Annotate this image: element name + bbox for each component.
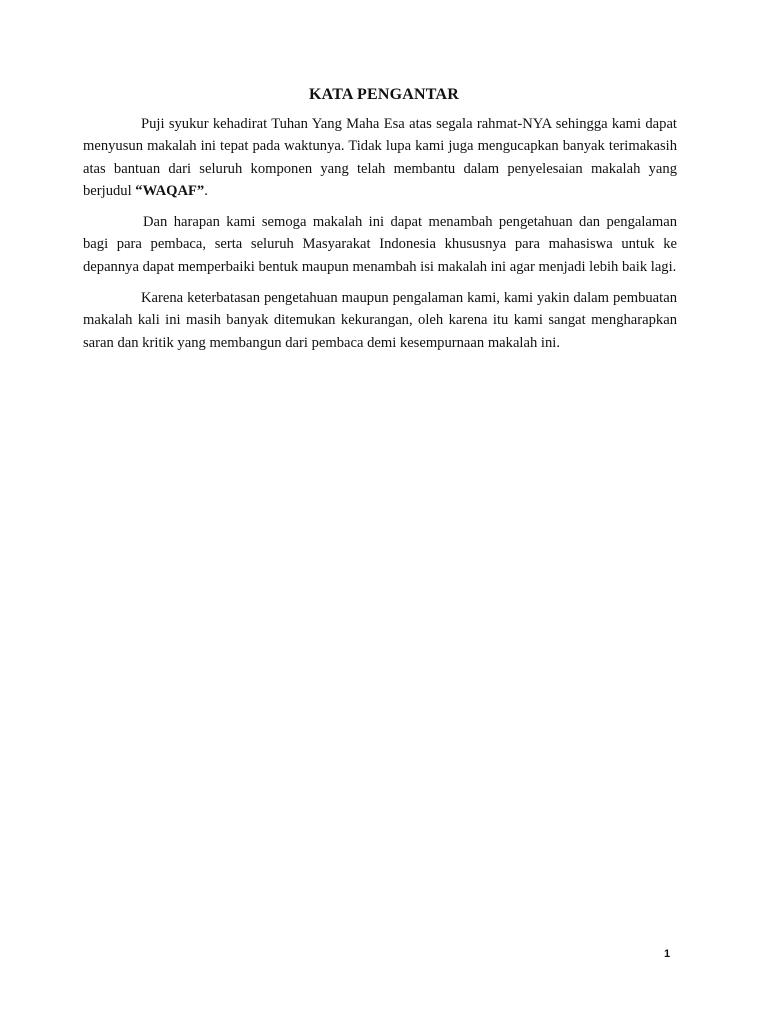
paragraph-2: Dan harapan kami semoga makalah ini dapat menambah pengetahuan dan pengalaman bagi para pembaca, serta seluruh Masyarakat Indonesia khususnya para mahasiswa untuk ke depannya dapat memperbaiki bentuk maupun menambah isi makalah ini agar menjadi lebih baik lagi.: [83, 214, 677, 275]
page-title: KATA PENGANTAR: [309, 86, 459, 103]
paragraph-3: Karena keterbatasan pengetahuan maupun pengalaman kami, kami yakin dalam pembuatan makalah kali ini masih banyak ditemukan kekurangan, oleh karena itu kami sangat mengharapkan saran dan kritik yang membangun dari pembaca demi kesempurnaan makalah ini.: [83, 290, 677, 351]
paragraph-1-end: .: [204, 182, 208, 199]
paragraph-1: [83, 113, 677, 202]
paragraph-1-text: Puji syukur kehadirat Tuhan Yang Maha Esa atas segala rahmat-NYA sehingga kami dapat menyusun makalah ini tepat pada waktunya. Tidak lupa kami juga mengucapkan banyak terimakasih atas bantuan dari seluruh komponen yang telah membantu dalam penyelesaian makalah yang berjudul: [83, 116, 677, 199]
title-emphasis: “WAQAF”: [135, 182, 205, 199]
document-body: [83, 113, 677, 363]
page-number: 1: [664, 948, 671, 960]
